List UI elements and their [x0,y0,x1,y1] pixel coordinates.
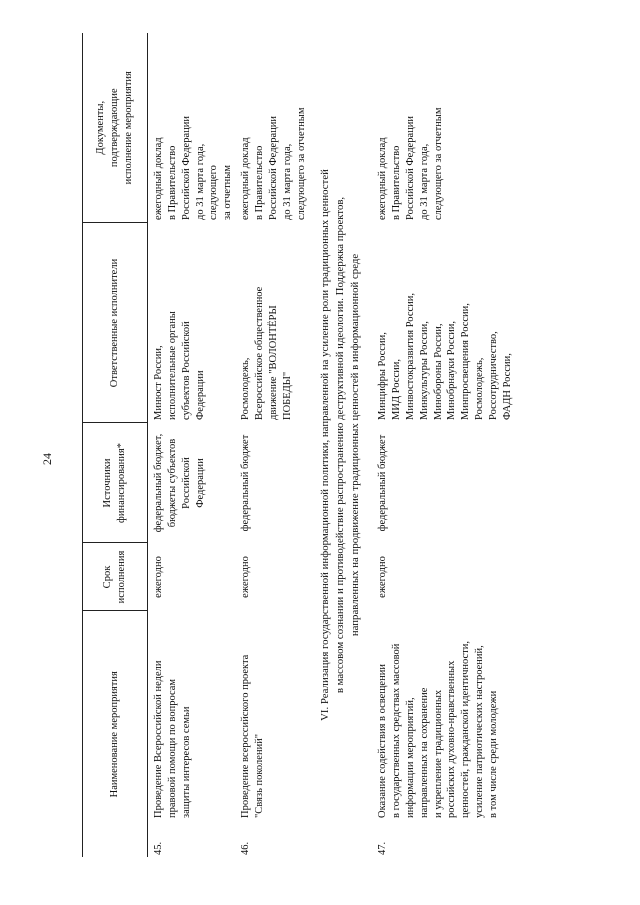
row-sources: федеральный бюджет, бюджеты субъектов Российской Федерации [153,433,206,533]
row-term: ежегодно [240,556,252,598]
header-name: Наименование мероприятия [83,611,148,857]
row-sources: федеральный бюджет [377,434,389,532]
table-row [235,33,308,857]
row-documents: ежегодный доклад в Правительство Российской Федерации до 31 марта года, следующего за отчетным [240,107,307,220]
row-responsible: Минцифры России, МИД России, Минвостокразвития России, Минкультуры России, Минобороны России, Минобрнауки России, Минпросвещения России, Росмолодежь, Россотрудничество, ФАДН России, [377,292,513,420]
header-sources: Источники финансирования* [83,423,148,543]
table-row [372,33,515,857]
table-row [148,33,236,857]
row-term: ежегодно [377,556,389,598]
table-header-row [83,33,148,857]
header-documents: Документы, подтверждающие исполнение мероприятия [83,33,148,223]
row-number: 46. [240,841,252,855]
section-row [308,33,372,857]
row-term: ежегодно [153,556,164,598]
section-title: VI. Реализация государственной информационной политики, направленной на усиление роли традиционных ценностей в массовом сознании и противодействие распространению деструктивной идеологии. Поддержка проектов, направленных на продвижение традиционных ценностей в информационной среде [319,169,361,721]
header-responsible: Ответственные исполнители [83,223,148,423]
row-documents: ежегодный доклад в Правительство Российской Федерации до 31 марта года, следующего за отчетным [377,107,444,220]
row-number: 45. [153,841,164,855]
row-responsible: Росмолодежь, Всероссийское общественное движение "ВОЛОНТЁРЫ ПОБЕДЫ" [240,286,293,420]
measures-table [82,33,515,857]
row-name: Проведение Всероссийской недели правовой помощи по вопросам защиты интересов семьи [153,660,192,818]
header-term: Срок исполнения [83,543,148,611]
row-sources: федеральный бюджет [240,434,252,532]
section-cell [308,33,372,857]
page-number: 24 [40,453,54,465]
row-documents: ежегодный доклад в Правительство Российской Федерации до 31 марта года, следующего за отчетным [153,116,234,220]
row-responsible: Минюст России, исполнительные органы субъектов Российской Федерации [153,311,206,420]
row-number: 47. [377,841,389,855]
row-name: Проведение всероссийского проекта "Связь поколений" [240,654,266,818]
row-name: Оказание содействия в освещении в государственных средствах массовой информации мероприятий, направленных на сохранение и укрепление традиционных российских духовно-нравственных ценностей, гражданской идентичности, усиление патриотических настроений, в том числе среди молодежи [377,641,500,818]
